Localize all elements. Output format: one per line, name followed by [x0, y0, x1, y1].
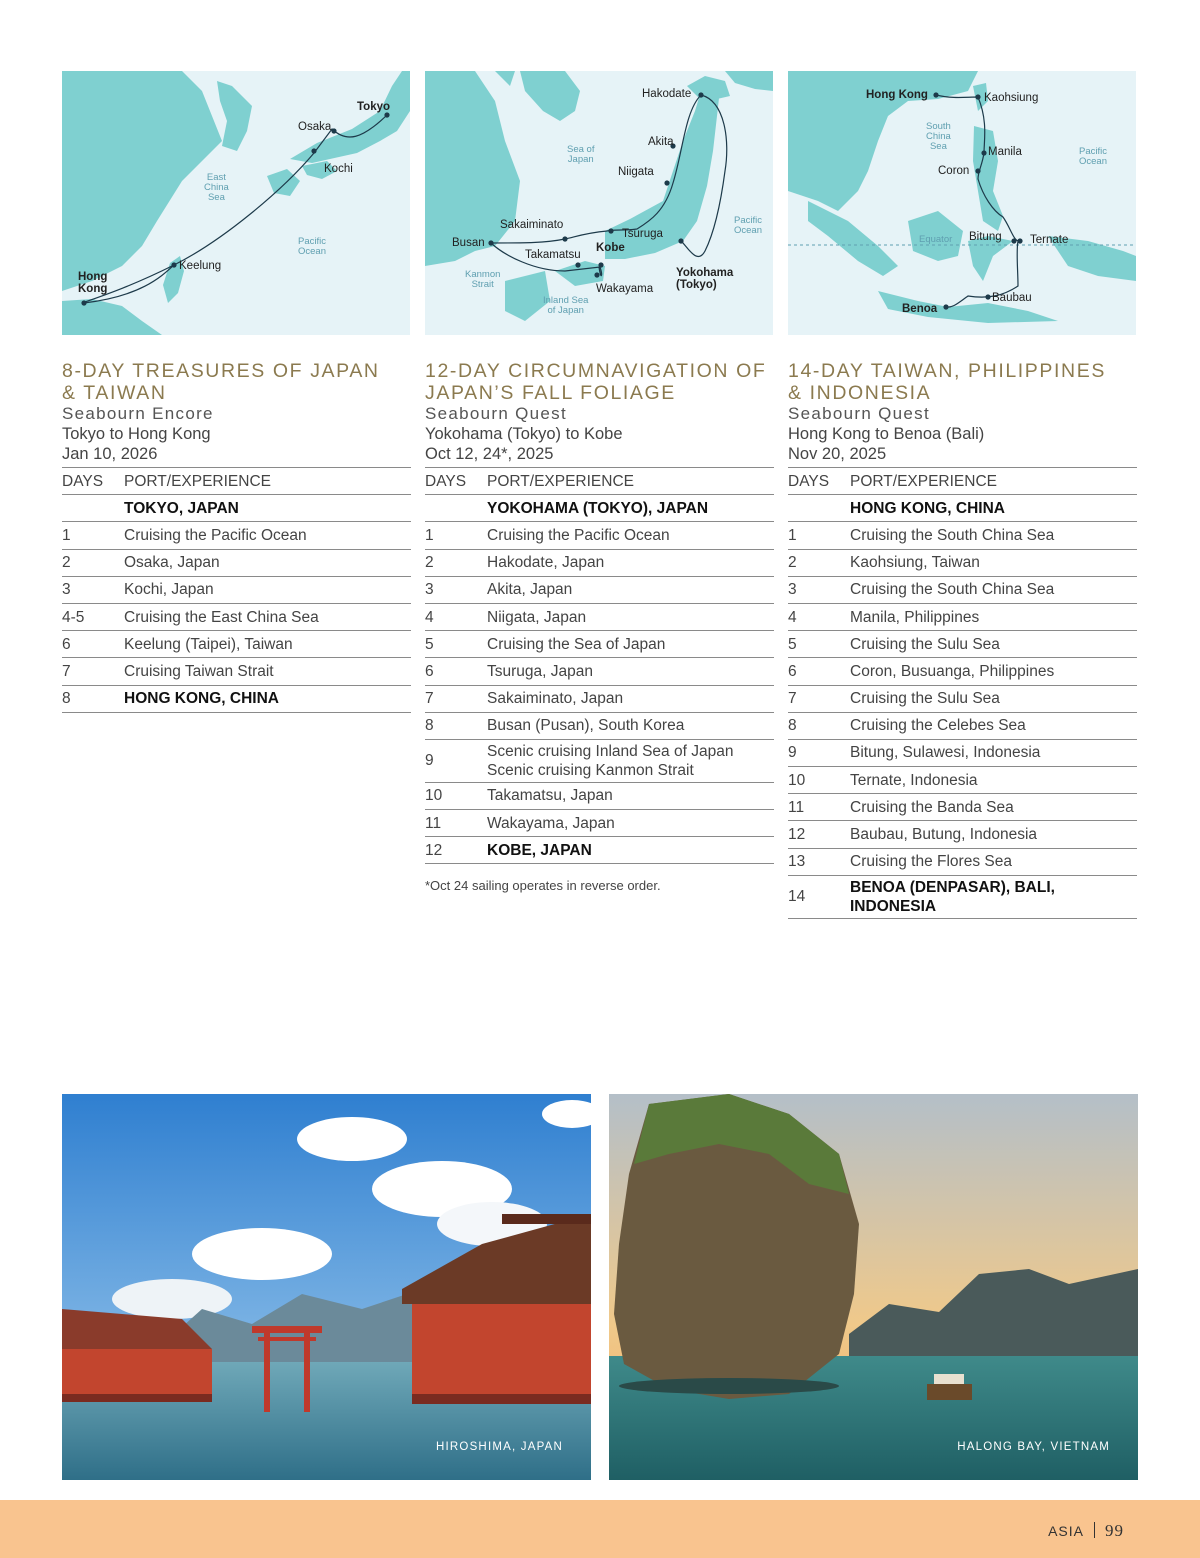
- row-day: 8: [788, 712, 850, 739]
- row-day: 7: [62, 658, 124, 685]
- table-row: [788, 739, 1137, 766]
- table-row: [425, 712, 774, 739]
- itinerary-title: 12-DAY CIRCUMNAVIGATION OF JAPAN’S FALL FOLIAGE: [425, 360, 767, 404]
- itinerary-route: Tokyo to Hong Kong: [62, 425, 211, 443]
- map-sea-pacific: Pacific Ocean: [298, 236, 326, 257]
- photo-caption: HALONG BAY, VIETNAM: [957, 1441, 1110, 1453]
- table-header-row: [62, 468, 411, 495]
- page-number: 99: [1105, 1521, 1124, 1540]
- row-day: 1: [788, 522, 850, 549]
- itinerary-route: Hong Kong to Benoa (Bali): [788, 425, 985, 443]
- table-row: [788, 848, 1137, 875]
- table-row: [425, 495, 774, 522]
- table-row: [788, 549, 1137, 576]
- row-day: 7: [425, 685, 487, 712]
- row-day: 4: [788, 603, 850, 630]
- row-day: 12: [425, 837, 487, 864]
- itinerary-date: Nov 20, 2025: [788, 445, 887, 463]
- photo-halong-bay-image: [609, 1094, 1138, 1480]
- row-port: Hakodate, Japan: [487, 549, 774, 576]
- table-row: [62, 522, 411, 549]
- table-row: [788, 821, 1137, 848]
- map-sea-pacific: Pacific Ocean: [1079, 146, 1107, 167]
- table-row: [62, 495, 411, 522]
- table-row: [788, 794, 1137, 821]
- itinerary-ship: Seabourn Quest: [788, 404, 931, 423]
- row-port: KOBE, JAPAN: [487, 837, 774, 864]
- row-port: Cruising the Celebes Sea: [850, 712, 1137, 739]
- row-day: 3: [62, 576, 124, 603]
- table-row: [425, 576, 774, 603]
- map-label-equator: Equator: [919, 234, 953, 245]
- map-3-graphic: [788, 71, 1136, 335]
- map-sea-south-china: South China Sea: [926, 121, 951, 152]
- row-day: 5: [788, 631, 850, 658]
- row-port: Cruising the Pacific Ocean: [487, 522, 774, 549]
- table-row: [788, 875, 1137, 918]
- row-day: 6: [425, 658, 487, 685]
- itinerary-footnote: *Oct 24 sailing operates in reverse order.: [425, 878, 661, 894]
- row-day: [62, 495, 124, 522]
- table-row: [788, 522, 1137, 549]
- photo-halong-bay: [609, 1094, 1138, 1480]
- table-row: [788, 658, 1137, 685]
- row-day: 4: [425, 603, 487, 630]
- row-port: Cruising the Banda Sea: [850, 794, 1137, 821]
- map-label-hong-kong: Hong Kong: [866, 89, 928, 101]
- table-row: [62, 549, 411, 576]
- photo-hiroshima-image: [62, 1094, 591, 1480]
- row-port: Akita, Japan: [487, 576, 774, 603]
- row-day: [788, 495, 850, 522]
- map-label-benoa: Benoa: [902, 303, 938, 315]
- itinerary-column-3: [788, 360, 1138, 919]
- table-row: [788, 495, 1137, 522]
- map-label-osaka: Osaka: [298, 121, 332, 133]
- map-label-kochi: Kochi: [324, 163, 353, 175]
- row-day: 12: [788, 821, 850, 848]
- row-port: Cruising the East China Sea: [124, 603, 411, 630]
- row-port: Scenic cruising Inland Sea of Japan Scenic cruising Kanmon Strait: [487, 739, 774, 782]
- map-label-manila: Manila: [988, 146, 1022, 158]
- row-day: 11: [788, 794, 850, 821]
- row-day: 10: [425, 782, 487, 809]
- map-label-yokohama: Yokohama (Tokyo): [676, 267, 734, 291]
- row-port: HONG KONG, CHINA: [124, 685, 411, 712]
- row-day: 8: [62, 685, 124, 712]
- map-sea-inland-sea: Inland Sea of Japan: [543, 295, 589, 316]
- row-port: Busan (Pusan), South Korea: [487, 712, 774, 739]
- row-port: Baubau, Butung, Indonesia: [850, 821, 1137, 848]
- map-sea-of-japan: Sea of Japan: [567, 144, 595, 165]
- row-port: Kaohsiung, Taiwan: [850, 549, 1137, 576]
- footer-divider: [1094, 1522, 1095, 1538]
- row-day: 3: [425, 576, 487, 603]
- map-label-tsuruga: Tsuruga: [622, 228, 663, 240]
- row-port: Takamatsu, Japan: [487, 782, 774, 809]
- header-port: PORT/EXPERIENCE: [850, 468, 1137, 495]
- map-label-sakaiminato: Sakaiminato: [500, 219, 564, 231]
- row-day: 10: [788, 767, 850, 794]
- row-day: 1: [62, 522, 124, 549]
- table-row: [425, 782, 774, 809]
- itinerary-title: 14-DAY TAIWAN, PHILIPPINES & INDONESIA: [788, 360, 1106, 404]
- row-port: Tsuruga, Japan: [487, 658, 774, 685]
- row-day: 11: [425, 810, 487, 837]
- row-day: 9: [788, 739, 850, 766]
- map-label-coron: Coron: [938, 165, 970, 177]
- table-row: [62, 685, 411, 712]
- row-port: BENOA (DENPASAR), BALI, INDONESIA: [850, 875, 1137, 918]
- row-port: Wakayama, Japan: [487, 810, 774, 837]
- map-sea-kanmon-strait: Kanmon Strait: [465, 269, 501, 290]
- row-day: 7: [788, 685, 850, 712]
- photo-caption: HIROSHIMA, JAPAN: [436, 1441, 563, 1453]
- table-row: [62, 603, 411, 630]
- table-row: [425, 837, 774, 864]
- map-label-niigata: Niigata: [618, 166, 654, 178]
- row-port: Cruising the Sea of Japan: [487, 631, 774, 658]
- itinerary-ship: Seabourn Quest: [425, 404, 568, 423]
- row-day: 6: [62, 631, 124, 658]
- map-label-kaohsiung: Kaohsiung: [984, 92, 1039, 104]
- row-port: Cruising the Flores Sea: [850, 848, 1137, 875]
- itinerary-date: Jan 10, 2026: [62, 445, 158, 463]
- map-sea-east-china: East China Sea: [204, 172, 229, 203]
- map-sea-pacific: Pacific Ocean: [734, 215, 762, 236]
- map-2-graphic: [425, 71, 773, 335]
- row-day: 9: [425, 739, 487, 782]
- map-label-tokyo: Tokyo: [357, 101, 391, 113]
- row-port: Cruising the Sulu Sea: [850, 631, 1137, 658]
- row-port: Coron, Busuanga, Philippines: [850, 658, 1137, 685]
- row-port: Niigata, Japan: [487, 603, 774, 630]
- row-port: Cruising the Pacific Ocean: [124, 522, 411, 549]
- itinerary-table: [788, 467, 1137, 919]
- table-row: [788, 603, 1137, 630]
- table-row: [788, 712, 1137, 739]
- map-label-bitung: Bitung: [969, 231, 1002, 243]
- map-label-hong-kong: Hong Kong: [78, 271, 108, 295]
- row-port: Cruising the South China Sea: [850, 576, 1137, 603]
- map-label-keelung: Keelung: [179, 260, 222, 272]
- page-number-block: [1048, 1521, 1124, 1541]
- itinerary-table: [425, 467, 774, 864]
- itinerary-ship: Seabourn Encore: [62, 404, 214, 423]
- map-label-akita: Akita: [648, 136, 674, 148]
- row-port: Ternate, Indonesia: [850, 767, 1137, 794]
- table-header-row: [425, 468, 774, 495]
- table-row: [788, 767, 1137, 794]
- row-port: Cruising Taiwan Strait: [124, 658, 411, 685]
- row-port: Sakaiminato, Japan: [487, 685, 774, 712]
- itinerary-column-1: [62, 360, 412, 713]
- map-label-takamatsu: Takamatsu: [525, 249, 581, 261]
- header-days: DAYS: [62, 468, 124, 495]
- table-row: [425, 549, 774, 576]
- table-row: [62, 658, 411, 685]
- row-day: 14: [788, 875, 850, 918]
- row-port: Osaka, Japan: [124, 549, 411, 576]
- table-row: [788, 576, 1137, 603]
- row-day: 8: [425, 712, 487, 739]
- row-port: YOKOHAMA (TOKYO), JAPAN: [487, 495, 774, 522]
- map-label-busan: Busan: [452, 237, 485, 249]
- row-day: 3: [788, 576, 850, 603]
- table-row: [62, 576, 411, 603]
- table-row: [425, 739, 774, 782]
- row-day: 5: [425, 631, 487, 658]
- itinerary-column-2: [425, 360, 775, 893]
- row-day: 6: [788, 658, 850, 685]
- header-days: DAYS: [425, 468, 487, 495]
- map-label-hakodate: Hakodate: [642, 88, 692, 100]
- row-day: 2: [788, 549, 850, 576]
- table-row: [62, 631, 411, 658]
- row-port: HONG KONG, CHINA: [850, 495, 1137, 522]
- row-port: Cruising the South China Sea: [850, 522, 1137, 549]
- table-row: [425, 603, 774, 630]
- map-label-kobe: Kobe: [596, 242, 625, 254]
- table-row: [788, 631, 1137, 658]
- row-day: 2: [425, 549, 487, 576]
- row-day: 1: [425, 522, 487, 549]
- header-port: PORT/EXPERIENCE: [124, 468, 411, 495]
- map-label-baubau: Baubau: [992, 292, 1032, 304]
- map-japan-taiwan: [62, 71, 410, 335]
- row-day: [425, 495, 487, 522]
- itinerary-date: Oct 12, 24*, 2025: [425, 445, 554, 463]
- footer-band: [0, 1500, 1200, 1558]
- row-port: Bitung, Sulawesi, Indonesia: [850, 739, 1137, 766]
- row-port: Cruising the Sulu Sea: [850, 685, 1137, 712]
- table-row: [425, 631, 774, 658]
- map-japan-circumnavigation: [425, 71, 773, 335]
- header-days: DAYS: [788, 468, 850, 495]
- map-label-ternate: Ternate: [1030, 234, 1069, 246]
- map-label-wakayama: Wakayama: [596, 283, 654, 295]
- row-port: Kochi, Japan: [124, 576, 411, 603]
- row-day: 4-5: [62, 603, 124, 630]
- map-taiwan-philippines-indonesia: [788, 71, 1136, 335]
- row-port: Keelung (Taipei), Taiwan: [124, 631, 411, 658]
- itinerary-table: [62, 467, 411, 713]
- row-day: 13: [788, 848, 850, 875]
- photo-hiroshima: [62, 1094, 591, 1480]
- row-port: Manila, Philippines: [850, 603, 1137, 630]
- row-port: TOKYO, JAPAN: [124, 495, 411, 522]
- itinerary-route: Yokohama (Tokyo) to Kobe: [425, 425, 623, 443]
- table-row: [425, 810, 774, 837]
- itinerary-title: 8-DAY TREASURES OF JAPAN & TAIWAN: [62, 360, 380, 404]
- header-port: PORT/EXPERIENCE: [487, 468, 774, 495]
- section-name: ASIA: [1048, 1523, 1084, 1539]
- table-row: [425, 522, 774, 549]
- table-row: [425, 685, 774, 712]
- table-header-row: [788, 468, 1137, 495]
- table-row: [788, 685, 1137, 712]
- row-day: 2: [62, 549, 124, 576]
- table-row: [425, 658, 774, 685]
